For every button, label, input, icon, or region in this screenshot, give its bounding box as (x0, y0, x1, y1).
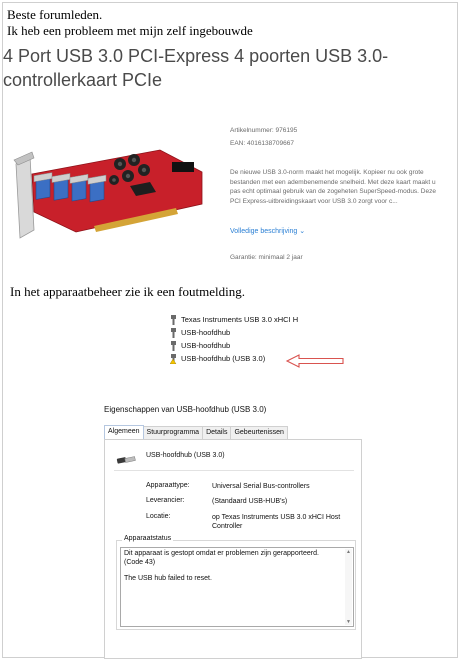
usb-icon (170, 315, 177, 325)
manufacturer-value: (Standaard USB-HUB's) (212, 498, 288, 505)
device-name: USB-hoofdhub (USB 3.0) (146, 452, 225, 459)
tree-item-root-hub-1[interactable] (168, 326, 348, 339)
pcie-usb-card-image (10, 134, 206, 240)
full-description-label: Volledige beschrijving (230, 228, 298, 235)
tree-item-label: USB-hoofdhub (181, 341, 231, 350)
usb-cable-icon (116, 453, 138, 467)
warning-usb-icon (170, 354, 177, 364)
tree-item-label: Texas Instruments USB 3.0 xHCI H (181, 315, 299, 324)
device-type-label: Apparaattype: (146, 482, 190, 489)
device-status-legend: Apparaatstatus (124, 535, 172, 542)
status-message: Dit apparaat is gestopt omdat er problemen zijn gerapporteerd. (124, 550, 319, 557)
device-type-value: Universal Serial Bus-controllers (212, 483, 310, 490)
guarantee-text: Garantie: minimaal 2 jaar (230, 254, 303, 261)
article-number: Artikelnummer: 976195 (230, 127, 298, 134)
usb-icon (170, 341, 177, 351)
dialog-title: Eigenschappen van USB-hoofdhub (USB 3.0) (104, 405, 267, 414)
tab-driver[interactable]: Stuurprogramma (143, 426, 204, 439)
tree-item-label: USB-hoofdhub (USB 3.0) (181, 354, 266, 363)
status-code: (Code 43) (124, 558, 156, 566)
divider (114, 470, 354, 471)
scroll-up-icon[interactable]: ▲ (346, 549, 351, 555)
status-scrollbar[interactable] (345, 549, 352, 625)
tab-details[interactable]: Details (202, 426, 231, 439)
full-description-link[interactable] (230, 227, 305, 235)
red-arrow-icon (285, 354, 345, 368)
tab-general[interactable]: Algemeen (104, 425, 144, 440)
device-status-textbox[interactable] (120, 547, 354, 627)
scroll-down-icon[interactable]: ▼ (346, 619, 351, 625)
location-value: op Texas Instruments USB 3.0 xHCI Host Controller (212, 514, 341, 530)
tree-item-label: USB-hoofdhub (181, 328, 231, 337)
tree-item-ti-controller[interactable] (168, 313, 348, 326)
post-problem-text: Ik heb een probleem met mijn zelf ingebouwde (7, 23, 253, 38)
device-manager-text: In het apparaatbeheer zie ik een foutmelding. (10, 284, 245, 299)
tree-item-root-hub-2[interactable] (168, 339, 348, 352)
chevron-down-icon: ⌄ (299, 228, 306, 235)
status-detail: The USB hub failed to reset. (124, 575, 212, 582)
dialog-tabs (104, 426, 287, 439)
tab-events[interactable]: Gebeurtenissen (230, 426, 287, 439)
product-title: 4 Port USB 3.0 PCI-Express 4 poorten USB 3.0-controllerkaart PCIe (3, 46, 389, 90)
product-card (6, 118, 446, 278)
product-description: De nieuwe USB 3.0-norm maakt het mogelijk. Kopieer nu ook grote bestanden met een adembenemende snelheid. Met deze kaart maakt u pas echt optimaal gebruik van de zogeheten SuperSpeed-modus. Deze PCI Express-uitbreidingskaart voor USB 3.0 zorgt voor c... (230, 169, 436, 205)
ean-code: EAN: 4016138709667 (230, 140, 294, 147)
post-greeting: Beste forumleden. (7, 7, 103, 22)
usb-icon (170, 328, 177, 338)
manufacturer-label: Leverancier: (146, 497, 185, 504)
location-label: Locatie: (146, 513, 171, 520)
